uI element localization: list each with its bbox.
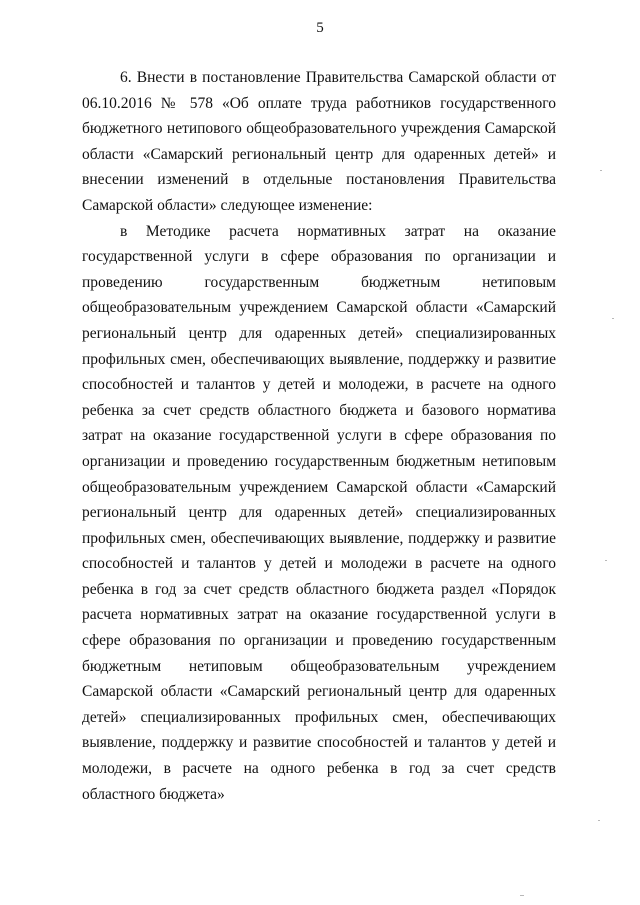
scan-artifact — [520, 895, 524, 896]
paragraph-methodology-change: в Методике расчета нормативных затрат на оказание государственной услуги в сфере образования по организации и проведению государственным бюджетным нетиповым общеобразовательным учреждением Самарской области «Самарский региональный центр для одаренных детей» специализированных профильных смен, обеспечивающих выявление, поддержку и развитие способностей и талантов у детей и молодежи, в расчете на одного ребенка за счет средств областного бюджета и базового норматива затрат на оказание государственной услуги в сфере образования по организации и проведению государственным бюджетным нетиповым общеобразовательным учреждением Самарской области «Самарский региональный центр для одаренных детей» специализированных профильных смен, обеспечивающих выявление, поддержку и развитие способностей и талантов у детей и молодежи в расчете на одного ребенка в год за счет средств областного бюджета раздел «Порядок расчета нормативных затрат на оказание государственной услуги в сфере образования по организации и проведению государственным бюджетным нетиповым общеобразовательным учреждением Самарской области «Самарский региональный центр для одаренных детей» специализированных профильных смен, обеспечивающих выявление, поддержку и развитие способностей и талантов у детей и молодежи, в расчете на одного ребенка в год за счет средств областного бюджета» — [82, 222, 556, 803]
scan-artifact — [600, 170, 602, 171]
page-number: 5 — [316, 20, 324, 36]
scan-artifact — [598, 820, 600, 821]
scan-artifact — [612, 318, 614, 319]
paragraph-amendment-intro: 6. Внести в постановление Правительства Самарской области от 06.10.2016 № 578 «Об оплате труда работников государственного бюджетного нетипового общеобразовательного учреждения Самарской области «Самарский региональный центр для одаренных детей» и внесении изменений в отдельные постановления Правительства Самарской области» следующее изменение: — [82, 69, 556, 214]
document-body — [82, 65, 556, 807]
scan-artifact — [605, 560, 607, 561]
